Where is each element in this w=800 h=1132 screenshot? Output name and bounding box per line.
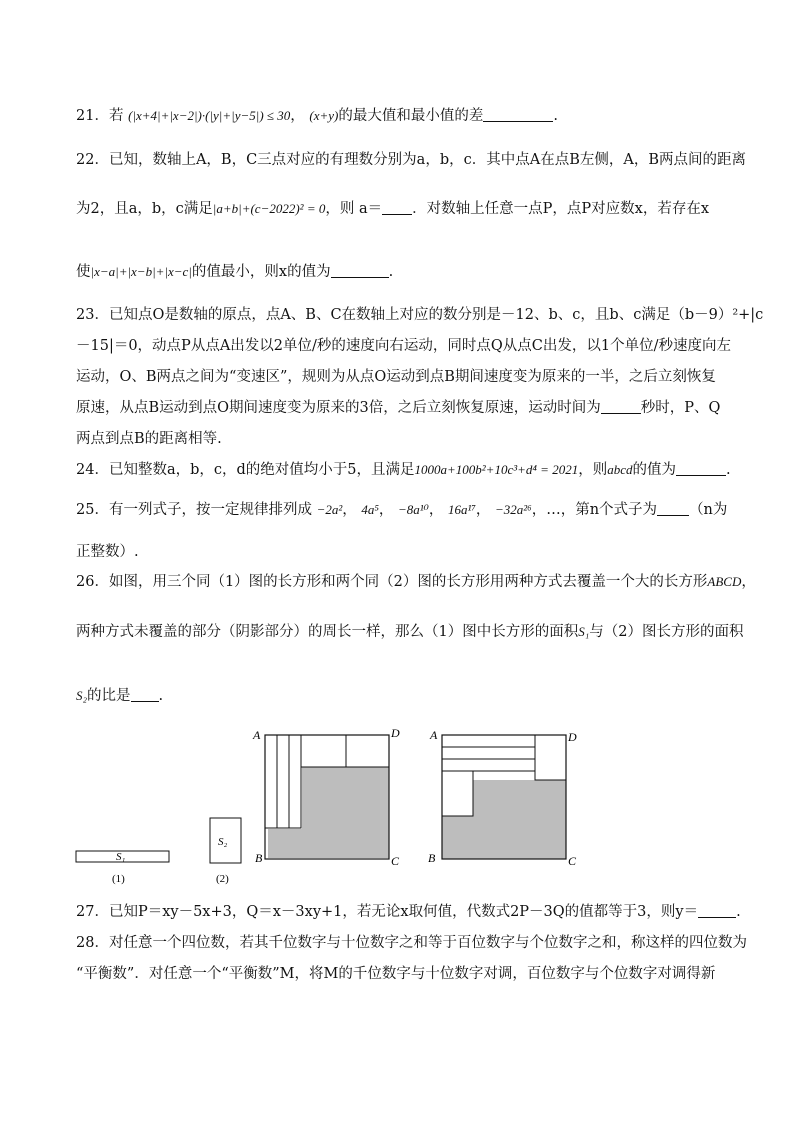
- p26-line3: 的比是: [87, 688, 131, 704]
- answer-blank[interactable]: [698, 903, 736, 918]
- s1-label: S₁: [116, 851, 126, 863]
- p23-line4-post: 秒时，P、Q: [640, 400, 721, 416]
- p25-note: （n为: [689, 502, 728, 518]
- p22-line3-post: 的值最小，则x的值为: [191, 264, 331, 280]
- p22-line2-mid: ，则 a＝: [325, 201, 383, 217]
- p22-line2-post: ．对数轴上任意一点P，点P对应数x，若存在x: [412, 201, 709, 217]
- problem-23-line5: 两点到点B的距离相等.: [76, 431, 222, 447]
- p26-line2-post: 与（2）图长方形的面积: [589, 624, 744, 640]
- p21-formula: (|x+4|+|x−2|)·(|y|+|y−5|) ≤ 30: [128, 108, 291, 123]
- p21-expr: (x+y): [309, 108, 339, 123]
- problem-28-line2: “平衡数”．对任意一个“平衡数”M，将M的千位数字与十位数字对调，百位数字与个位数字对调得新: [76, 966, 716, 982]
- problem-23-line3: 运动，O、B两点之间为“变速区”，规则为从点O运动到点B期间速度变为原来的一半，之后立刻恢复: [76, 369, 716, 385]
- p22-line2-pre: 为2，且a，b，c满足: [76, 201, 213, 217]
- p25-post: ，…，第n个式子为: [531, 502, 658, 518]
- p24-pre: 24．已知整数a，b，c，d的绝对值均小于5，且满足: [76, 462, 415, 478]
- p26-line2-pre: 两种方式未覆盖的部分（阴影部分）的周长一样，那么（1）图中长方形的面积: [76, 624, 579, 640]
- p25-pre: 25．有一列式子，按一定规律排列成: [76, 502, 312, 518]
- p24-formula: 1000a+100b²+10c³+d⁴ = 2021: [414, 462, 579, 477]
- strip-s1-h: [442, 747, 535, 759]
- p21-prefix: 21．若: [76, 108, 124, 124]
- problem-27: [76, 902, 741, 922]
- p26-end: .: [158, 688, 164, 704]
- p24-end: .: [725, 462, 731, 478]
- caption-1: (1): [112, 873, 125, 885]
- p26-s1: S₁: [578, 624, 590, 639]
- rect-s2-left: [442, 771, 473, 816]
- p22-formula: |a+b|+(c−2022)² = 0: [212, 201, 326, 216]
- p25-term: −32a²⁶: [495, 502, 532, 517]
- p27-text: 27．已知P＝xy－5x+3，Q＝x－3xy+1，若无论x取何值，代数式2P－3Q的值都等于3，则y＝: [76, 904, 699, 920]
- rect-s2-top: [301, 735, 346, 767]
- p27-end: .: [736, 904, 741, 920]
- p21-suffix: 的最大值和最小值的差: [338, 108, 484, 124]
- label-A: A: [430, 728, 438, 742]
- p22-line3-pre: 使: [76, 264, 91, 280]
- s2-label: S₂: [218, 836, 228, 848]
- p24-mid: ，则: [578, 462, 608, 478]
- problem-28-line1: 28．对任意一个四位数，若其千位数字与十位数字之和等于百位数字与个位数字之和，称这样的四位数为: [76, 935, 747, 951]
- p26-abcd: ABCD: [707, 574, 742, 589]
- p26-line1: 26．如图，用三个同（1）图的长方形和两个同（2）图的长方形用两种方式去覆盖一个大的长方形: [76, 574, 708, 590]
- strip-s1: [277, 735, 289, 828]
- label-D: D: [391, 726, 400, 740]
- problem-22-line1: 22．已知，数轴上A，B，C三点对应的有理数分别为a，b，c．其中点A在点B左侧，A，B两点间的距离: [76, 152, 746, 168]
- label-B: B: [255, 851, 263, 865]
- strip-s1-h: [442, 759, 535, 771]
- problem-26-line1: 26．如图，用三个同（1）图的长方形和两个同（2）图的长方形用两种方式去覆盖一个大的长方形ABCD，: [76, 574, 756, 590]
- label-A: A: [253, 728, 261, 742]
- problem-23-line2: －15|＝0，动点P从点A出发以2单位/秒的速度向右运动，同时点Q从点C出发，以1个单位/秒速度向左: [76, 338, 731, 354]
- problem-25-line2: 正整数）.: [76, 544, 139, 560]
- strip-s1: [289, 735, 301, 828]
- strip-s1-h: [442, 735, 535, 747]
- problem-25: 25．有一列式子，按一定规律排列成 −2a²， 4a⁵， −8a¹⁰， 16a¹⁷， −32a²⁶，…，第n个式子为 （n为: [76, 502, 728, 518]
- p22-end: .: [388, 264, 394, 280]
- label-B: B: [428, 851, 436, 865]
- p21-sep: ，: [290, 108, 305, 124]
- shaded-region-left-a: [302, 767, 389, 858]
- label-D: D: [568, 730, 577, 744]
- p26-s2: S₂: [76, 688, 88, 703]
- p24-abcd: abcd: [607, 462, 633, 477]
- shaded-region-right-a: [473, 780, 566, 859]
- p24-post: 的值为: [632, 462, 676, 478]
- p25-term: 16a¹⁷: [447, 502, 476, 517]
- caption-2: (2): [216, 873, 229, 885]
- strip-s1: [265, 735, 277, 828]
- p22-line3-formula: |x−a|+|x−b|+|x−c|: [90, 264, 192, 279]
- p23-line4-pre: 原速，从点B运动到点O期间速度变为原来的3倍，之后立刻恢复原速，运动时间为: [76, 400, 601, 416]
- rect-s2-top: [346, 735, 389, 767]
- shaded-region-left-b: [268, 829, 304, 858]
- p25-term: −8a¹⁰: [397, 502, 429, 517]
- p25-term: −2a²: [316, 502, 343, 517]
- p21-end: .: [553, 108, 558, 124]
- label-C: C: [568, 854, 577, 868]
- rect-s2-right: [535, 735, 566, 780]
- shaded-region-right-b: [442, 816, 474, 859]
- p25-term: 4a⁵: [361, 502, 379, 517]
- problem-23-line1: 23．已知点O是数轴的原点，点A、B、C在数轴上对应的数分别是－12、b、c，且b、c满足（b－9）²+|c: [76, 307, 764, 323]
- label-C: C: [391, 854, 400, 868]
